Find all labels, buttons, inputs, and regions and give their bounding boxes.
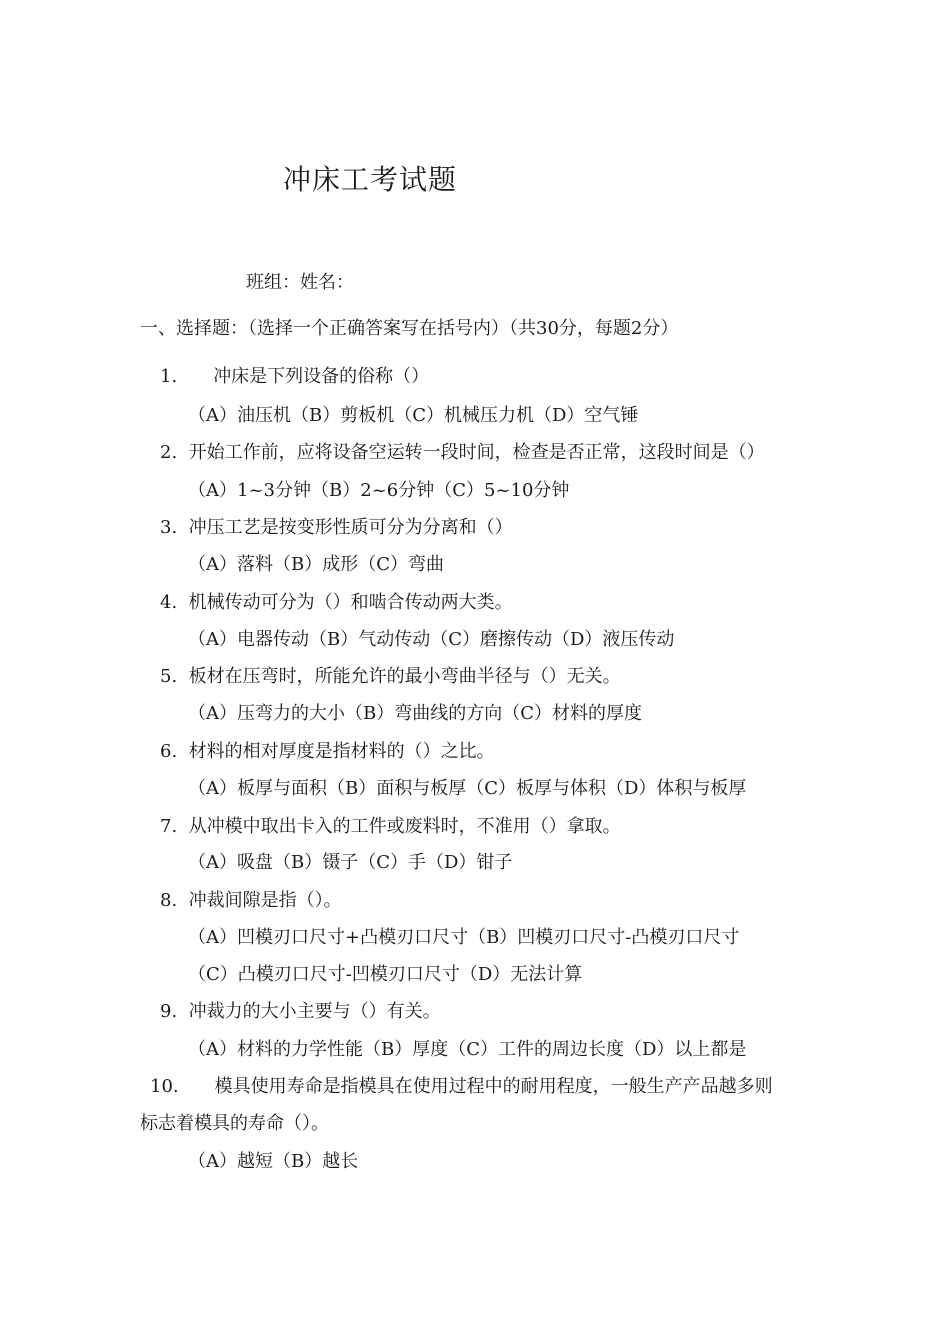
question-text: 开始工作前，应将设备空运转一段时间，检查是否正常，这段时间是（） xyxy=(188,442,765,463)
question-number: 6. xyxy=(160,741,178,762)
question-text: 材料的相对厚度是指材料的（）之比。 xyxy=(188,741,495,762)
question-number: 5. xyxy=(160,666,178,687)
question-1 xyxy=(160,362,429,388)
question-number: 7. xyxy=(160,816,178,837)
section-heading: 一、选择题：（选择一个正确答案写在括号内）（共30分，每题2分） xyxy=(140,318,679,339)
question-7-options: （A）吸盘（B）镊子（C）手（D）钳子 xyxy=(188,852,513,873)
question-10-options: （A）越短（B）越长 xyxy=(188,1151,359,1172)
question-text: 从冲模中取出卡入的工件或废料时，不准用（）拿取。 xyxy=(188,816,621,837)
question-number: 1. xyxy=(160,366,178,387)
question-number: 4. xyxy=(160,592,178,613)
question-8-options-line-2: （C）凸模刃口尺寸-凹模刃口尺寸（D）无法计算 xyxy=(188,964,583,985)
question-5 xyxy=(160,662,621,688)
question-4-options: （A）电器传动（B）气动传动（C）磨擦传动（D）液压传动 xyxy=(188,629,675,650)
question-1-options: （A）油压机（B）剪板机（C）机械压力机（D）空气锤 xyxy=(188,405,639,426)
question-text: 板材在压弯时，所能允许的最小弯曲半径与（）无关。 xyxy=(188,666,621,687)
question-2 xyxy=(160,438,765,464)
question-8-options-line-1: （A）凹模刃口尺寸+凸模刃口尺寸（B）凹模刃口尺寸-凸模刃口尺寸 xyxy=(188,927,740,948)
question-text: 机械传动可分为（）和啮合传动两大类。 xyxy=(188,592,513,613)
question-8 xyxy=(160,886,342,912)
question-10 xyxy=(150,1072,773,1098)
question-6-options: （A）板厚与面积（B）面积与板厚（C）板厚与体积（D）体积与板厚 xyxy=(188,778,747,799)
question-10-continuation: 标志着模具的寿命（）。 xyxy=(140,1113,329,1134)
question-3-options: （A）落料（B）成形（C）弯曲 xyxy=(188,554,444,575)
question-number: 10. xyxy=(150,1076,179,1097)
question-text: 模具使用寿命是指模具在使用过程中的耐用程度，一般生产产品越多则 xyxy=(214,1076,773,1097)
question-3 xyxy=(160,513,513,539)
question-7 xyxy=(160,812,621,838)
question-9 xyxy=(160,997,441,1023)
question-text: 冲压工艺是按变形性质可分为分离和（） xyxy=(188,517,513,538)
question-6 xyxy=(160,737,495,763)
question-number: 9. xyxy=(160,1001,178,1022)
question-text: 冲裁间隙是指（）。 xyxy=(188,890,342,911)
class-name-line: 班组：姓名： xyxy=(246,272,354,293)
question-9-options: （A）材料的力学性能（B）厚度（C）工件的周边长度（D）以上都是 xyxy=(188,1039,747,1060)
question-number: 3. xyxy=(160,517,178,538)
question-2-options: （A）1~3分钟（B）2~6分钟（C）5~10分钟 xyxy=(188,480,570,501)
question-4 xyxy=(160,588,513,614)
question-text: 冲裁力的大小主要与（）有关。 xyxy=(188,1001,441,1022)
question-number: 8. xyxy=(160,890,178,911)
question-5-options: （A）压弯力的大小（B）弯曲线的方向（C）材料的厚度 xyxy=(188,703,642,724)
question-number: 2. xyxy=(160,442,178,463)
question-text: 冲床是下列设备的俗称（） xyxy=(213,366,430,387)
page-title: 冲床工考试题 xyxy=(283,163,458,196)
